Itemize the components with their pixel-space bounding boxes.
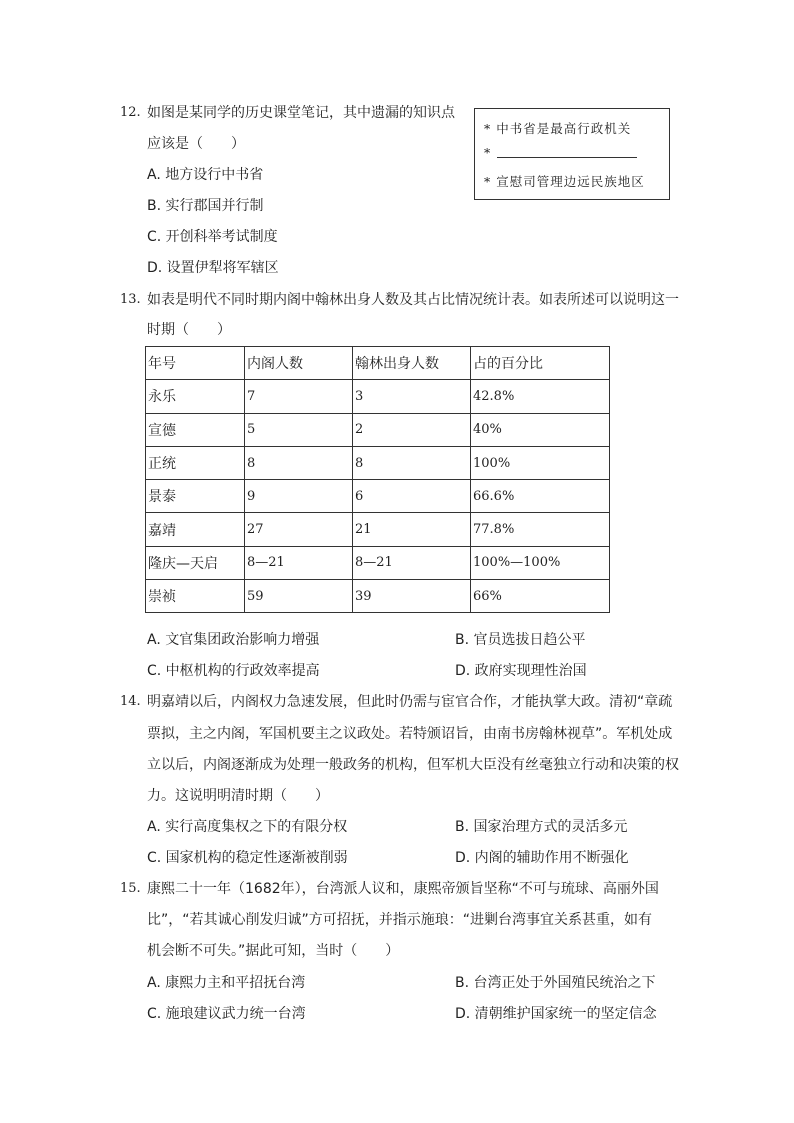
table-cell: 隆庆—天启 (146, 546, 245, 579)
q14-stem-line4: 力。这说明明清时期（ ） (147, 788, 329, 804)
table-cell: 42.8% (471, 380, 610, 413)
table-cell: 8 (353, 446, 471, 479)
table-cell: 5 (245, 413, 353, 446)
table-cell: 景泰 (146, 480, 245, 513)
q13-number: 13. (120, 292, 141, 307)
table-cell: 永乐 (146, 380, 245, 413)
q14-option-a: A. 实行高度集权之下的有限分权 (147, 819, 348, 835)
q15-stem-line3: 机会断不可失。”据此可知，当时（ ） (147, 943, 400, 959)
q15-number: 15. (120, 881, 141, 896)
table-cell: 100%—100% (471, 546, 610, 579)
q12-option-a: A. 地方设行中书省 (147, 167, 264, 183)
q12-number: 12. (120, 105, 141, 120)
table-cell: 100% (471, 446, 610, 479)
q12-stem-line2: 应该是（ ） (147, 136, 245, 152)
table-header-cell: 翰林出身人数 (353, 347, 471, 380)
table-cell: 8 (245, 446, 353, 479)
table-row (146, 513, 610, 546)
q14-option-c: C. 国家机构的稳定性逐渐被削弱 (147, 850, 348, 866)
table-cell: 66.6% (471, 480, 610, 513)
ming-cabinet-table (145, 346, 610, 613)
table-cell: 宣德 (146, 413, 245, 446)
q13-option-d: D. 政府实现理性治国 (455, 663, 587, 679)
table-cell: 21 (353, 513, 471, 546)
q14-number: 14. (120, 694, 141, 709)
note-blank-line (497, 157, 637, 158)
table-cell: 66% (471, 580, 610, 613)
table-cell: 嘉靖 (146, 513, 245, 546)
note-row-3: * 宣慰司管理边远民族地区 (484, 174, 645, 189)
q15-stem-line2: 比”，“若其诚心削发归诚”方可招抚，并指示施琅：“进剿台湾事宜关系甚重，如有 (147, 912, 653, 928)
table-cell: 8—21 (353, 546, 471, 579)
table-cell: 崇祯 (146, 580, 245, 613)
q12-option-b: B. 实行郡国并行制 (147, 198, 264, 214)
q15-option-c: C. 施琅建议武力统一台湾 (147, 1006, 306, 1022)
note-row-2-marker: * (484, 145, 492, 160)
table-cell: 8—21 (245, 546, 353, 579)
table-cell: 正统 (146, 446, 245, 479)
table-cell: 9 (245, 480, 353, 513)
q13-option-a: A. 文官集团政治影响力增强 (147, 632, 320, 648)
table-cell: 27 (245, 513, 353, 546)
q13-stem-line2: 时期（ ） (147, 322, 231, 338)
q13-option-b: B. 官员选拔日趋公平 (455, 632, 586, 648)
q13-stem-line1: 如表是明代不同时期内阁中翰林出身人数及其占比情况统计表。如表所述可以说明这一 (147, 292, 679, 308)
q15-stem-line1: 康熙二十一年（1682年），台湾派人议和，康熙帝颁旨坚称“不可与琉球、高丽外国 (147, 881, 659, 897)
table-row (146, 446, 610, 479)
q15-option-a: A. 康熙力主和平招抚台湾 (147, 975, 306, 991)
q14-option-b: B. 国家治理方式的灵活多元 (455, 819, 628, 835)
table-cell: 40% (471, 413, 610, 446)
table-row (146, 546, 610, 579)
table-cell: 2 (353, 413, 471, 446)
q14-stem-line3: 立以后，内阁逐渐成为处理一般政务的机构，但军机大臣没有丝毫独立行动和决策的权 (147, 757, 679, 773)
note-row-1: * 中书省是最高行政机关 (484, 121, 632, 136)
table-row (146, 480, 610, 513)
table-header-row (146, 347, 610, 380)
q13-option-c: C. 中枢机构的行政效率提高 (147, 663, 320, 679)
table-cell: 3 (353, 380, 471, 413)
table-cell: 39 (353, 580, 471, 613)
table-cell: 59 (245, 580, 353, 613)
q14-option-d: D. 内阁的辅助作用不断强化 (455, 850, 629, 866)
table-row (146, 413, 610, 446)
q12-option-c: C. 开创科举考试制度 (147, 229, 278, 245)
table-row (146, 380, 610, 413)
table-cell: 6 (353, 480, 471, 513)
q14-stem-line2: 票拟，主之内阁，军国机要主之议政处。若特颁诏旨，由南书房翰林视草”。军机处成 (147, 726, 673, 742)
q14-stem-line1: 明嘉靖以后，内阁权力急速发展，但此时仍需与宦官合作，才能执掌大政。清初“章疏 (147, 694, 673, 710)
table-header-cell: 内阁人数 (245, 347, 353, 380)
q15-option-d: D. 清朝维护国家统一的坚定信念 (455, 1006, 657, 1022)
q12-option-d: D. 设置伊犁将军辖区 (147, 260, 279, 276)
table-cell: 77.8% (471, 513, 610, 546)
table-header-cell: 占的百分比 (471, 347, 610, 380)
class-notes-box (474, 108, 670, 200)
q12-stem-line1: 如图是某同学的历史课堂笔记，其中遗漏的知识点 (147, 105, 455, 121)
q15-option-b: B. 台湾正处于外国殖民统治之下 (455, 975, 656, 991)
table-row (146, 580, 610, 613)
table-cell: 7 (245, 380, 353, 413)
table-header-cell: 年号 (146, 347, 245, 380)
